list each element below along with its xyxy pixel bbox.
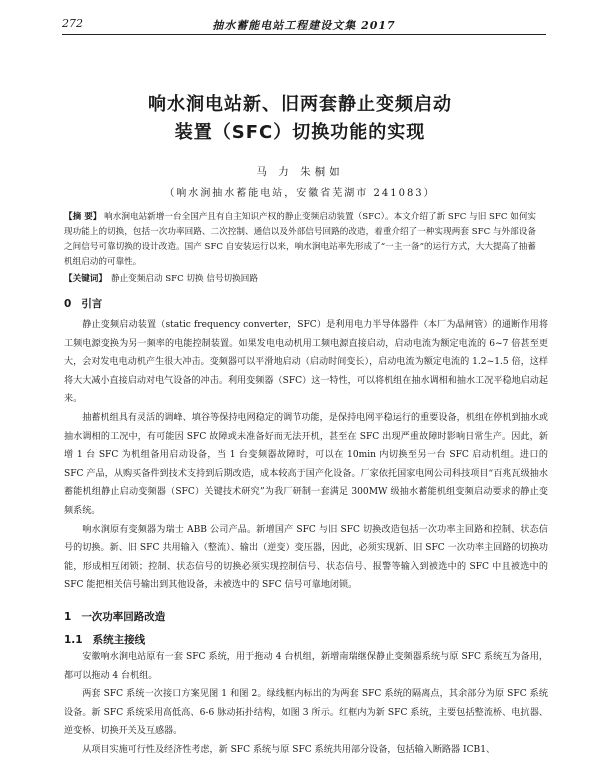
running-header [62, 14, 546, 35]
subsection-heading-1-1 [64, 632, 145, 647]
paragraph: 静止变频启动装置（static frequency converter，SFC）是利用电力半导体器件（本厂为晶闸管）的通断作用将工频电源变换为另一频率的电能控制装置。如果发电电动机用工频电源直接启动，启动电流为额定电流的 6~7 倍甚至更大，会对发电电动机产生很大冲击。变频器可以平滑地启动（启动时间变长），启动电流为额定电流的 1.2~1.5 倍，这样将大大减小直接启动对电气设备的冲击。利用变频器（SFC）这一特性，可以将机组在抽水调相和抽水工况平稳地启动起来。 [64, 320, 548, 405]
authors: 马 力 朱桐如 [256, 166, 344, 178]
subsection-number: 1.1 [64, 634, 83, 646]
keywords-label: 【关键词】 [64, 274, 107, 284]
section-heading-1 [64, 609, 165, 624]
section-0-body [64, 316, 548, 595]
abstract-text: 响水涧电站新增一台全国产且有自主知识产权的静止变频启动装置（SFC）。本文介绍了新 SFC 与旧 SFC 如何实现功能上的切换，包括一次功率回路、二次控制、通信以及外部信号回路的改造，着重介绍了一种实现两套 SFC 与外部设备之间信号可靠切换的设计改造。国产 SFC 自安装运行以来，响水涧电站率先形成了“一主一备”的运行方式，大大提高了抽蓄机组启动的可靠性。 [64, 212, 537, 267]
paper-title-line-1: 响水涧电站新、旧两套静止变频启动 [148, 94, 452, 115]
paragraph: 安徽响水涧电站原有一套 SFC 系统，用于拖动 4 台机组，新增南瑞继保静止变频器系统与原 SFC 系统互为备用，都可以拖动 4 台机组。 [64, 652, 548, 681]
page-number: 272 [62, 17, 83, 30]
paragraph: 抽蓄机组具有灵活的调峰、填谷等保持电网稳定的调节功能，是保持电网平稳运行的重要设备，机组在停机到抽水或抽水调相的工况中，有可能因 SFC 故障或未准备好而无法开机，甚至在 SFC 出现严重故障时影响日常生产。因此，新增 1 台 SFC 为机组备用启动设备，当 1 台变频器故障时，可以在 10min 内切换至另一台 SFC 启动机组。进口的 SFC 产品，从购买备件到技术支持到后期改造，成本较高于国产化设备。厂家依托国家电网公司科技项目“百兆瓦级抽水蓄能机组静止启动变频器（SFC）关键技术研究”为我厂研制一套满足 300MW 级抽水蓄能机组变频启动要求的静止变频系统。 [64, 412, 548, 516]
abstract-label: 【摘 要】 [64, 212, 102, 222]
paragraph: 两套 SFC 系统一次接口方案见图 1 和图 2。绿线框内标出的为两套 SFC 系统的隔离点，其余部分为原 SFC 系统设备。新 SFC 系统采用高低高、6-6 脉动拓扑结构，如图 3 所示。红框内为新 SFC 系统，主要包括整流桥、电抗器、逆变桥、切换开关及互感器。 [64, 689, 548, 737]
keywords [64, 272, 536, 287]
paper-title-line-2: 装置（SFC）切换功能的实现 [174, 122, 426, 143]
keywords-text: 静止变频启动 SFC 切换 信号切换回路 [110, 274, 258, 284]
paragraph: 从项目实施可行性及经济性考虑，新 SFC 系统与原 SFC 系统共用部分设备，包括输入断路器 ICB1、 [82, 744, 496, 755]
subsection-1-1-body [64, 648, 548, 760]
section-title: 一次功率回路改造 [81, 611, 166, 623]
paragraph: 响水涧原有变频器为瑞士 ABB 公司产品。新增国产 SFC 与旧 SFC 切换改造包括一次功率主回路和控制、状态信号的切换。新、旧 SFC 共用输入（整流）、输出（逆变）变压器，因此，必须实现新、旧 SFC 一次功率主回路的切换功能，形成相互闭锁；控制、状态信号的切换必须实现控制信号、状态信号、报警等输入到被选中的 SFC 中且被选中的 SFC 能把相关信号输出到其他设备，未被选中的 SFC 信号可靠地闭锁。 [64, 524, 548, 591]
section-heading-0 [64, 296, 102, 311]
section-title: 引言 [81, 298, 103, 310]
affiliation: （响水涧抽水蓄能电站，安徽省芜湖市 241083） [164, 188, 436, 199]
section-number: 1 [64, 611, 72, 623]
journal-name: 抽水蓄能电站工程建设文集 2017 [212, 19, 396, 32]
section-number: 0 [64, 298, 72, 310]
abstract [64, 210, 536, 270]
subsection-title: 系统主接线 [92, 634, 146, 646]
